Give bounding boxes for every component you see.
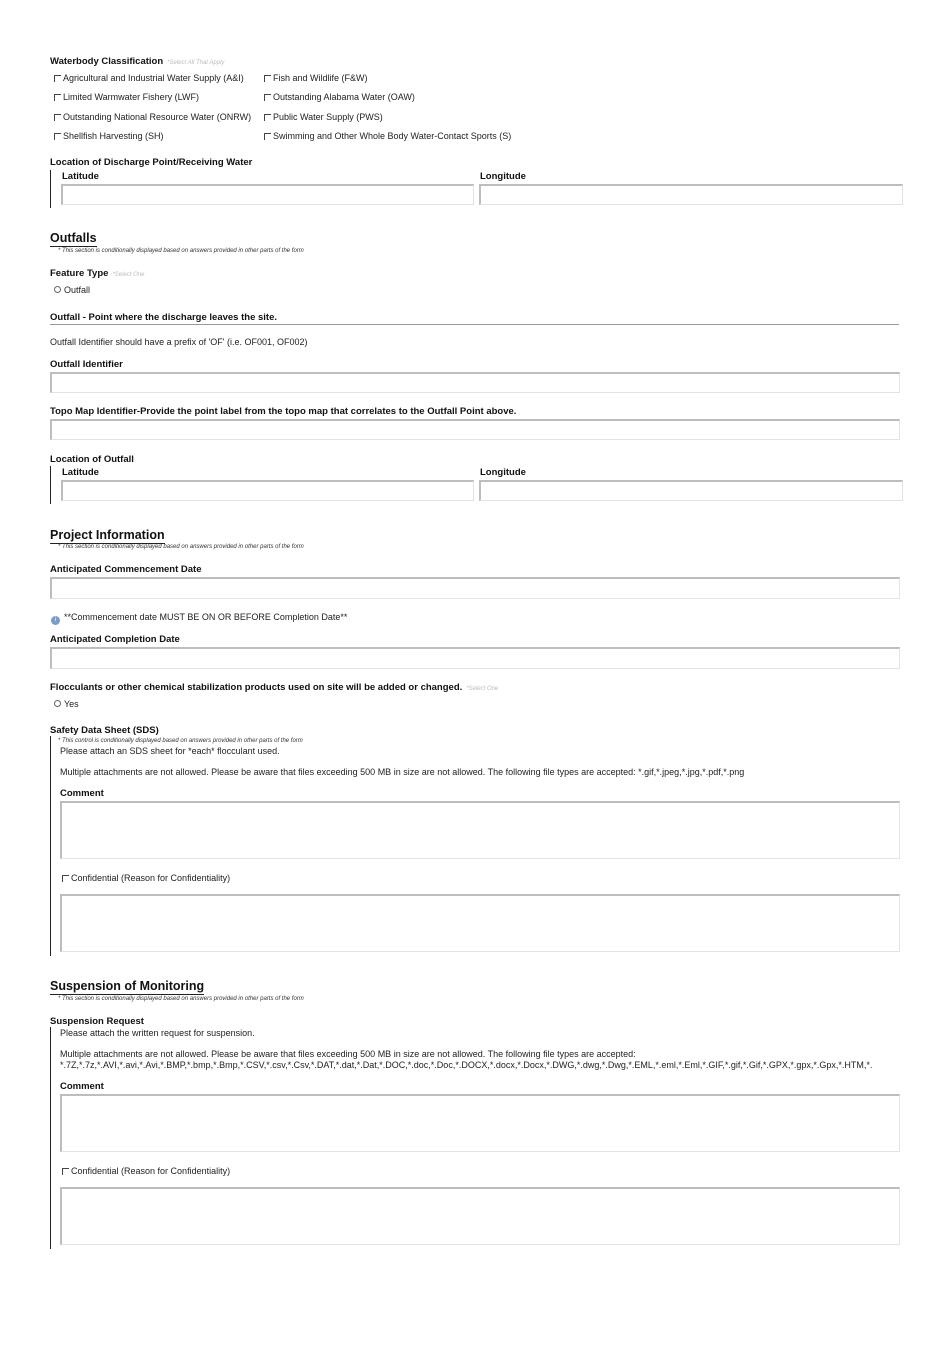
sds-comment-label: Comment [60,788,104,799]
suspension-comment-textarea[interactable] [60,1094,900,1152]
outfall-longitude-label: Longitude [480,467,526,478]
outfall-latitude-input[interactable] [61,480,474,501]
suspension-file-types: *.7Z,*.7z,*.AVI,*.avi,*.Avi,*.BMP,*.bmp,*.Bmp,*.CSV,*.csv,*.Csv,*.DAT,*.dat,*.Dat,*.DOC,*.doc,*.Doc,*.DOCX,*.docx,*.Docx,*.DWG,*.dwg,*.Dwg,*.EML,*.eml,*.Eml,*.GIF,*.gif,*.Gif,*.GPX,*.gpx,*.Gpx,*.HTM,*. [60,1060,873,1070]
discharge-longitude-label: Longitude [480,171,526,182]
checkbox-onrw[interactable]: Outstanding National Resource Water (ONRW) [54,112,251,122]
checkbox-s[interactable]: Swimming and Other Whole Body Water-Contact Sports (S) [264,131,511,141]
checkbox-icon[interactable] [264,133,271,140]
outfall-divider [50,324,899,325]
checkbox-icon[interactable] [54,133,61,140]
select-one-hint: *Select One [466,686,499,692]
radio-icon[interactable] [54,286,61,293]
checkbox-sh[interactable]: Shellfish Harvesting (SH) [54,131,164,141]
waterbody-classification-label: Waterbody Classification *Select All That Apply [50,56,225,67]
checkbox-oaw[interactable]: Outstanding Alabama Water (OAW) [264,92,415,102]
sds-attachment-text: Multiple attachments are not allowed. Please be aware that files exceeding 500 MB in size are not allowed. The following file types are accepted: *.gif,*.jpeg,*.jpg,*.pdf,*.png [60,767,745,777]
checkbox-ai[interactable]: Agricultural and Industrial Water Supply (A&I) [54,73,244,83]
checkbox-icon[interactable] [54,94,61,101]
suspension-section-note: * This section is conditionally displayed based on answers provided in other parts of the form [58,996,304,1002]
checkbox-icon[interactable] [62,875,69,882]
outfall-location-label: Location of Outfall [50,454,134,465]
sds-comment-textarea[interactable] [60,801,900,859]
completion-date-label: Anticipated Completion Date [50,634,180,645]
feature-type-label: Feature Type *Select One [50,268,145,279]
outfalls-section-note: * This section is conditionally displayed based on answers provided in other parts of the form [58,248,304,254]
discharge-latitude-label: Latitude [62,171,99,182]
checkbox-icon[interactable] [62,1168,69,1175]
suspension-request-label: Suspension Request [50,1016,144,1027]
outfall-identifier-label: Outfall Identifier [50,359,123,370]
info-icon: i [51,616,60,625]
topo-map-input[interactable] [50,419,900,440]
checkbox-icon[interactable] [54,114,61,121]
sds-confidential-checkbox[interactable]: Confidential (Reason for Confidentiality) [62,873,230,883]
checkbox-fw[interactable]: Fish and Wildlife (F&W) [264,73,368,83]
suspension-instruction: Please attach the written request for suspension. [60,1028,255,1038]
outfalls-section-title: Outfalls [50,231,97,245]
outfall-prefix-text: Outfall Identifier should have a prefix of 'OF' (i.e. OF001, OF002) [50,337,308,347]
suspension-comment-label: Comment [60,1081,104,1092]
outfall-heading: Outfall - Point where the discharge leaves the site. [50,312,278,323]
suspension-attachment-text: Multiple attachments are not allowed. Please be aware that files exceeding 500 MB in size are not allowed. The following file types are accepted: [60,1049,636,1059]
suspension-section-title: Suspension of Monitoring [50,979,205,993]
project-section-title: Project Information [50,528,165,542]
outfall-identifier-input[interactable] [50,372,900,393]
checkbox-icon[interactable] [264,114,271,121]
select-one-hint: *Select One [112,272,145,278]
discharge-location-label: Location of Discharge Point/Receiving Water [50,157,253,168]
checkbox-lwf[interactable]: Limited Warmwater Fishery (LWF) [54,92,199,102]
outfall-longitude-input[interactable] [479,480,903,501]
suspension-confidential-checkbox[interactable]: Confidential (Reason for Confidentiality) [62,1166,230,1176]
group-bracket [50,736,51,956]
checkbox-icon[interactable] [54,75,61,82]
discharge-latitude-input[interactable] [61,184,474,205]
sds-instruction: Please attach an SDS sheet for *each* flocculant used. [60,746,280,756]
outfall-latitude-label: Latitude [62,467,99,478]
flocculants-label: Flocculants or other chemical stabilization products used on site will be added or changed. *Select One [50,682,499,693]
commencement-date-label: Anticipated Commencement Date [50,564,202,575]
sds-control-note: * This control is conditionally displayed based on answers provided in other parts of the form [58,738,303,744]
commencement-date-input[interactable] [50,577,900,599]
project-section-note: * This section is conditionally displayed based on answers provided in other parts of the form [58,544,304,550]
sds-confidential-textarea[interactable] [60,894,900,952]
checkbox-pws[interactable]: Public Water Supply (PWS) [264,112,383,122]
checkbox-icon[interactable] [264,75,271,82]
checkbox-icon[interactable] [264,94,271,101]
radio-icon[interactable] [54,700,61,707]
radio-outfall[interactable]: Outfall [54,285,90,295]
group-bracket [50,170,51,208]
sds-label: Safety Data Sheet (SDS) [50,725,159,736]
group-bracket [50,1027,51,1249]
select-all-hint: *Select All That Apply [167,60,225,66]
commencement-info: i **Commencement date MUST BE ON OR BEFORE Completion Date** [51,612,347,625]
discharge-longitude-input[interactable] [479,184,903,205]
radio-flocculants-yes[interactable]: Yes [54,699,79,709]
suspension-confidential-textarea[interactable] [60,1187,900,1245]
topo-map-label: Topo Map Identifier-Provide the point label from the topo map that correlates to the Outfall Point above. [50,406,517,417]
completion-date-input[interactable] [50,647,900,669]
group-bracket [50,466,51,504]
